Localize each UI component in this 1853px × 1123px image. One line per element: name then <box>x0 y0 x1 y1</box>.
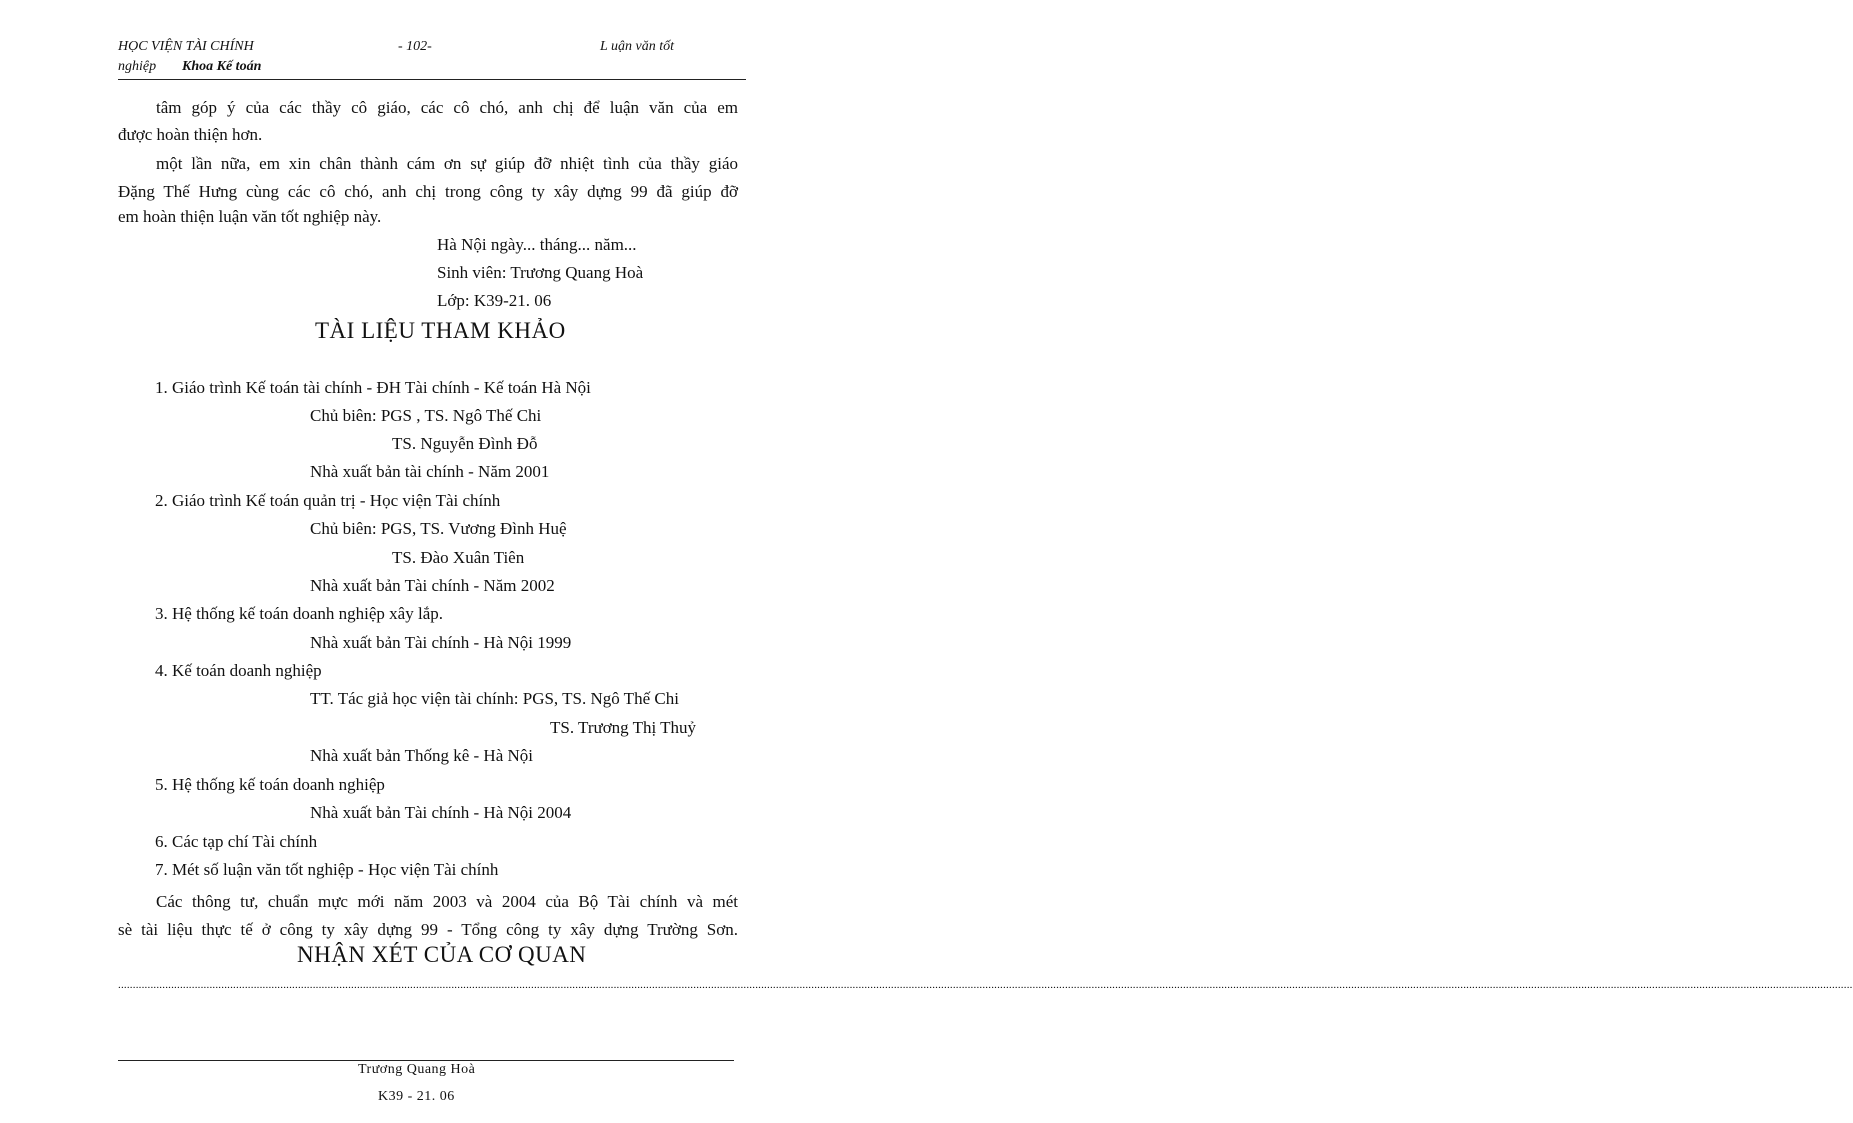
review-dotted-line: ............................................................................................................................................................................................................................................................................................................................................................................................................................................................................................................................................................................................................ <box>118 979 1853 991</box>
header-rule <box>118 79 746 80</box>
footer-rule <box>118 1060 734 1061</box>
closing-line1: Các thông tư, chuẩn mực mới năm 2003 và 2004 của Bộ Tài chính và mét <box>156 892 738 911</box>
review-title: NHẬN XÉT CỦA CƠ QUAN <box>297 942 587 967</box>
signature-date: Hà Nội ngày... tháng... năm... <box>437 235 637 254</box>
references-title: TÀI LIỆU THAM KHẢO <box>315 318 566 343</box>
ref-1-publisher: Nhà xuất bản tài chính - Năm 2001 <box>310 462 550 481</box>
closing-line2: sè tài liệu thực tế ở công ty xây dựng 99 - Tổng công ty xây dựng Trường Sơn. <box>118 920 738 939</box>
footer-author: Trương Quang Hoà <box>358 1062 476 1077</box>
ref-2-title: 2. Giáo trình Kế toán quản trị - Học viện Tài chính <box>155 491 501 510</box>
header-doc-type: L uận văn tốt <box>600 39 675 54</box>
ref-7-title: 7. Mét số luận văn tốt nghiệp - Học viện Tài chính <box>155 860 499 879</box>
signature-student: Sinh viên: Trương Quang Hoà <box>437 263 644 282</box>
ref-2-editor: Chủ biên: PGS, TS. Vương Đình Huệ <box>310 519 567 538</box>
intro-p2-line1: một lần nữa, em xin chân thành cám ơn sự giúp đỡ nhiệt tình của thầy giáo <box>156 154 738 173</box>
intro-paragraph-1 <box>118 94 738 122</box>
header-doc-type-continued: nghiệp <box>118 59 157 74</box>
ref-4-title: 4. Kế toán doanh nghiệp <box>155 661 322 680</box>
header-page-number: - 102- <box>398 39 432 54</box>
ref-5-publisher: Nhà xuất bản Tài chính - Hà Nội 2004 <box>310 803 572 822</box>
intro-p1-line2: được hoàn thiện hơn. <box>118 125 263 144</box>
ref-1-coeditor: TS. Nguyễn Đình Đỗ <box>392 434 538 453</box>
ref-5-title: 5. Hệ thống kế toán doanh nghiệp <box>155 775 385 794</box>
intro-p2-line3: em hoàn thiện luận văn tốt nghiệp này. <box>118 207 382 226</box>
header-faculty: Khoa Kế toán <box>182 59 262 74</box>
ref-2-coeditor: TS. Đào Xuân Tiên <box>392 548 525 567</box>
references-closing <box>118 888 738 944</box>
ref-6-title: 6. Các tạp chí Tài chính <box>155 832 318 851</box>
ref-1-editor: Chủ biên: PGS , TS. Ngô Thế Chi <box>310 406 542 425</box>
ref-4-coauthor: TS. Trương Thị Thuỷ <box>550 718 697 737</box>
signature-class: Lớp: K39-21. 06 <box>437 291 552 310</box>
intro-p1-line1: tâm góp ý của các thầy cô giáo, các cô chó, anh chị để luận văn của em <box>156 98 738 117</box>
intro-p2-line2: Đặng Thế Hưng cùng các cô chó, anh chị trong công ty xây dựng 99 đã giúp đỡ <box>118 182 738 201</box>
ref-2-publisher: Nhà xuất bản Tài chính - Năm 2002 <box>310 576 555 595</box>
ref-4-publisher: Nhà xuất bản Thống kê - Hà Nội <box>310 746 533 765</box>
ref-3-title: 3. Hệ thống kế toán doanh nghiệp xây lắp. <box>155 604 443 623</box>
intro-paragraph-2 <box>118 150 738 206</box>
header-institution: HỌC VIỆN TÀI CHÍNH <box>118 39 254 54</box>
ref-4-authors: TT. Tác giả học viện tài chính: PGS, TS. Ngô Thế Chi <box>310 689 679 708</box>
ref-3-publisher: Nhà xuất bản Tài chính - Hà Nội 1999 <box>310 633 572 652</box>
ref-1-title: 1. Giáo trình Kế toán tài chính - ĐH Tài chính - Kế toán Hà Nội <box>155 378 591 397</box>
footer-class: K39 - 21. 06 <box>378 1089 455 1104</box>
